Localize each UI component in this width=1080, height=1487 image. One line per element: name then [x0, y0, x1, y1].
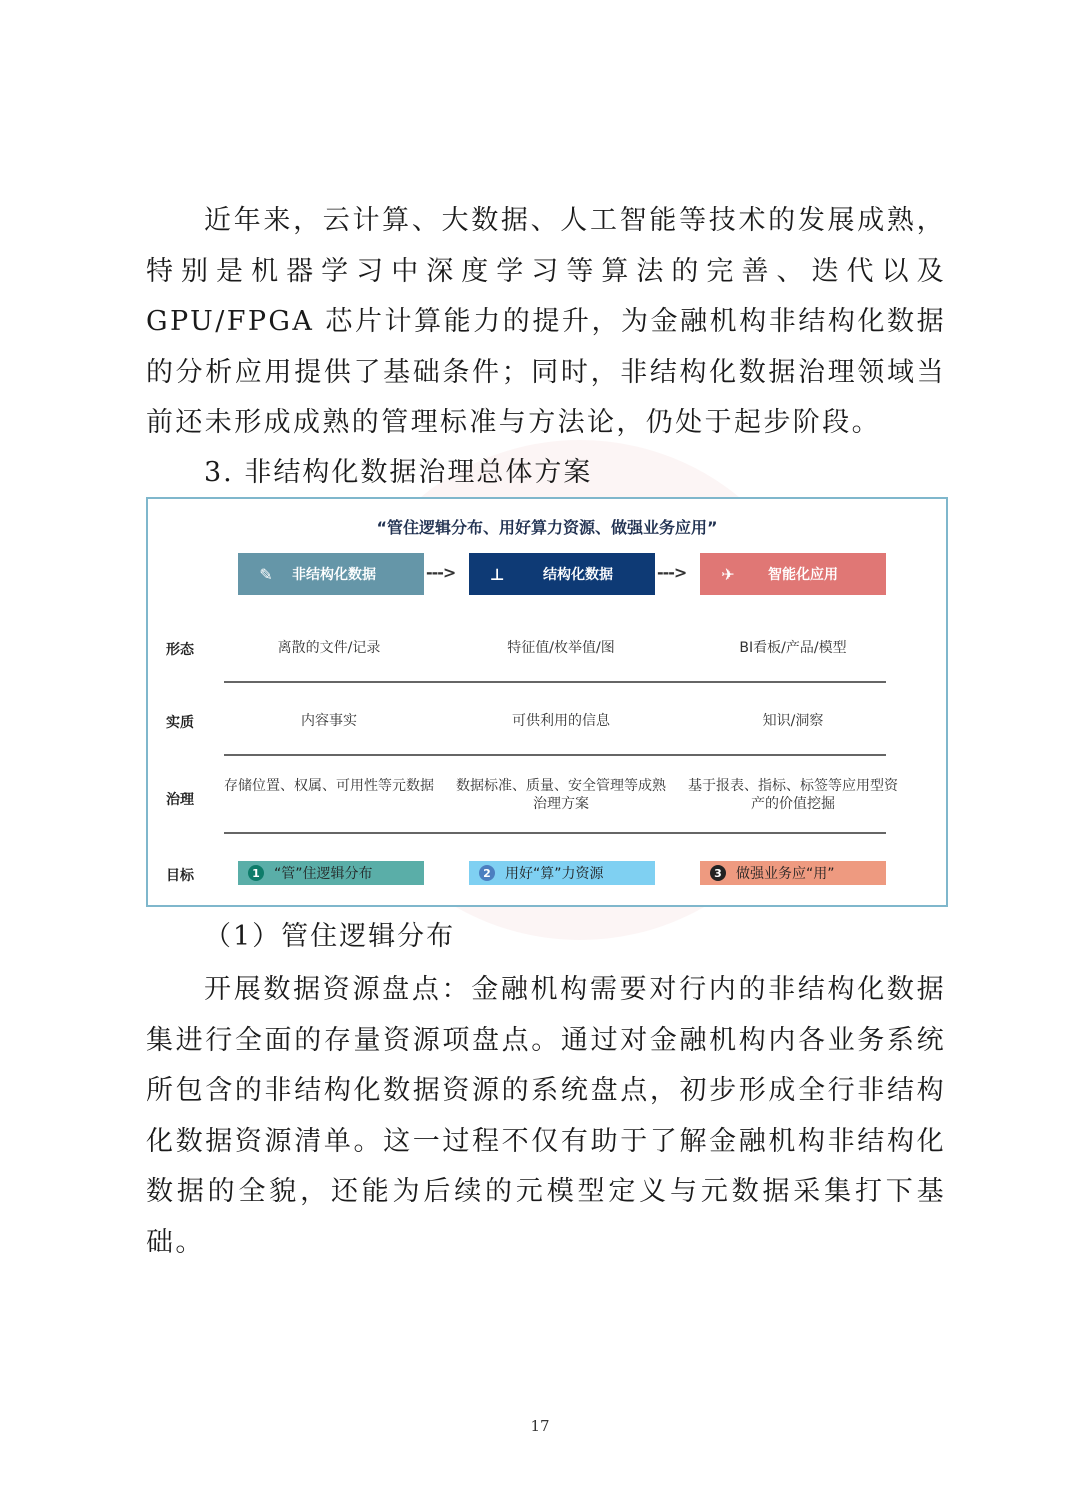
row-divider: [224, 754, 886, 756]
figure-title: “管住逻辑分布、用好算力资源、做强业务应用”: [376, 518, 718, 537]
structure-icon: ⊥: [489, 564, 505, 584]
pen-icon: ✎: [259, 564, 273, 584]
table-cell: 内容事实: [301, 713, 357, 729]
body-paragraph-2: 开展数据资源盘点：金融机构需要对行内的非结构化数据集进行全面的存量资源项盘点。通过对金融机构内各业务系统所包含的非结构化数据资源的系统盘点，初步形成全行非结构化数据资源清单。这一过程不仅有助于了解金融机构非结构化数据的全貌，还能为后续的元模型定义与元数据采集打下基础。: [146, 974, 946, 1258]
plane-icon: ✈: [721, 564, 735, 584]
row-label-governance: 治理: [166, 792, 194, 808]
table-cell: 特征值/枚举值/图: [507, 640, 615, 656]
goal-application: [700, 861, 886, 885]
table-cell: 存储位置、权属、可用性等元数据: [224, 778, 434, 794]
page-number: 17: [530, 1417, 550, 1435]
table-cell: 离散的文件/记录: [277, 640, 381, 656]
dashed-arrow-icon: --->: [426, 563, 456, 582]
table-cell: 数据标准、质量、安全管理等成熟治理方案: [456, 778, 666, 812]
goal-compute: [469, 861, 655, 885]
goal-text: “管”住逻辑分布: [274, 866, 373, 882]
row-divider: [224, 681, 886, 683]
body-paragraph-1: 近年来，云计算、大数据、人工智能等技术的发展成熟，特别是机器学习中深度学习等算法的完善、迭代以及 GPU/FPGA 芯片计算能力的提升，为金融机构非结构化数据的分析应用提供了基础条件；同时，非结构化数据治理领域当前还未形成成熟的管理标准与方法论，仍处于起步阶段。: [146, 205, 946, 438]
goal-text: 用好“算”力资源: [505, 866, 604, 882]
number-badge: 3: [710, 865, 726, 881]
goal-manage: [238, 861, 424, 885]
number-badge: 2: [479, 865, 495, 881]
stage-label: 结构化数据: [543, 567, 613, 583]
table-cell: 可供利用的信息: [512, 713, 610, 729]
subsection-heading: （1）管住逻辑分布: [204, 921, 456, 952]
stage-structured-data: [469, 553, 655, 595]
section-heading: 3. 非结构化数据治理总体方案: [204, 457, 593, 488]
table-cell: BI看板/产品/模型: [739, 640, 847, 656]
row-label-goal: 目标: [166, 868, 194, 884]
stage-label: 智能化应用: [768, 567, 838, 583]
stage-label: 非结构化数据: [292, 567, 376, 583]
number-badge: 1: [248, 865, 264, 881]
stage-unstructured-data: [238, 553, 424, 595]
goal-text: 做强业务应“用”: [736, 866, 835, 882]
dashed-arrow-icon: --->: [657, 563, 687, 582]
row-label-form: 形态: [166, 642, 194, 658]
row-divider: [224, 832, 886, 834]
table-cell: 知识/洞察: [762, 713, 824, 729]
stage-intelligent-application: [700, 553, 886, 595]
table-cell: 基于报表、指标、标签等应用型资产的价值挖掘: [688, 778, 898, 812]
row-label-essence: 实质: [166, 715, 194, 731]
governance-framework-figure: [146, 497, 948, 907]
